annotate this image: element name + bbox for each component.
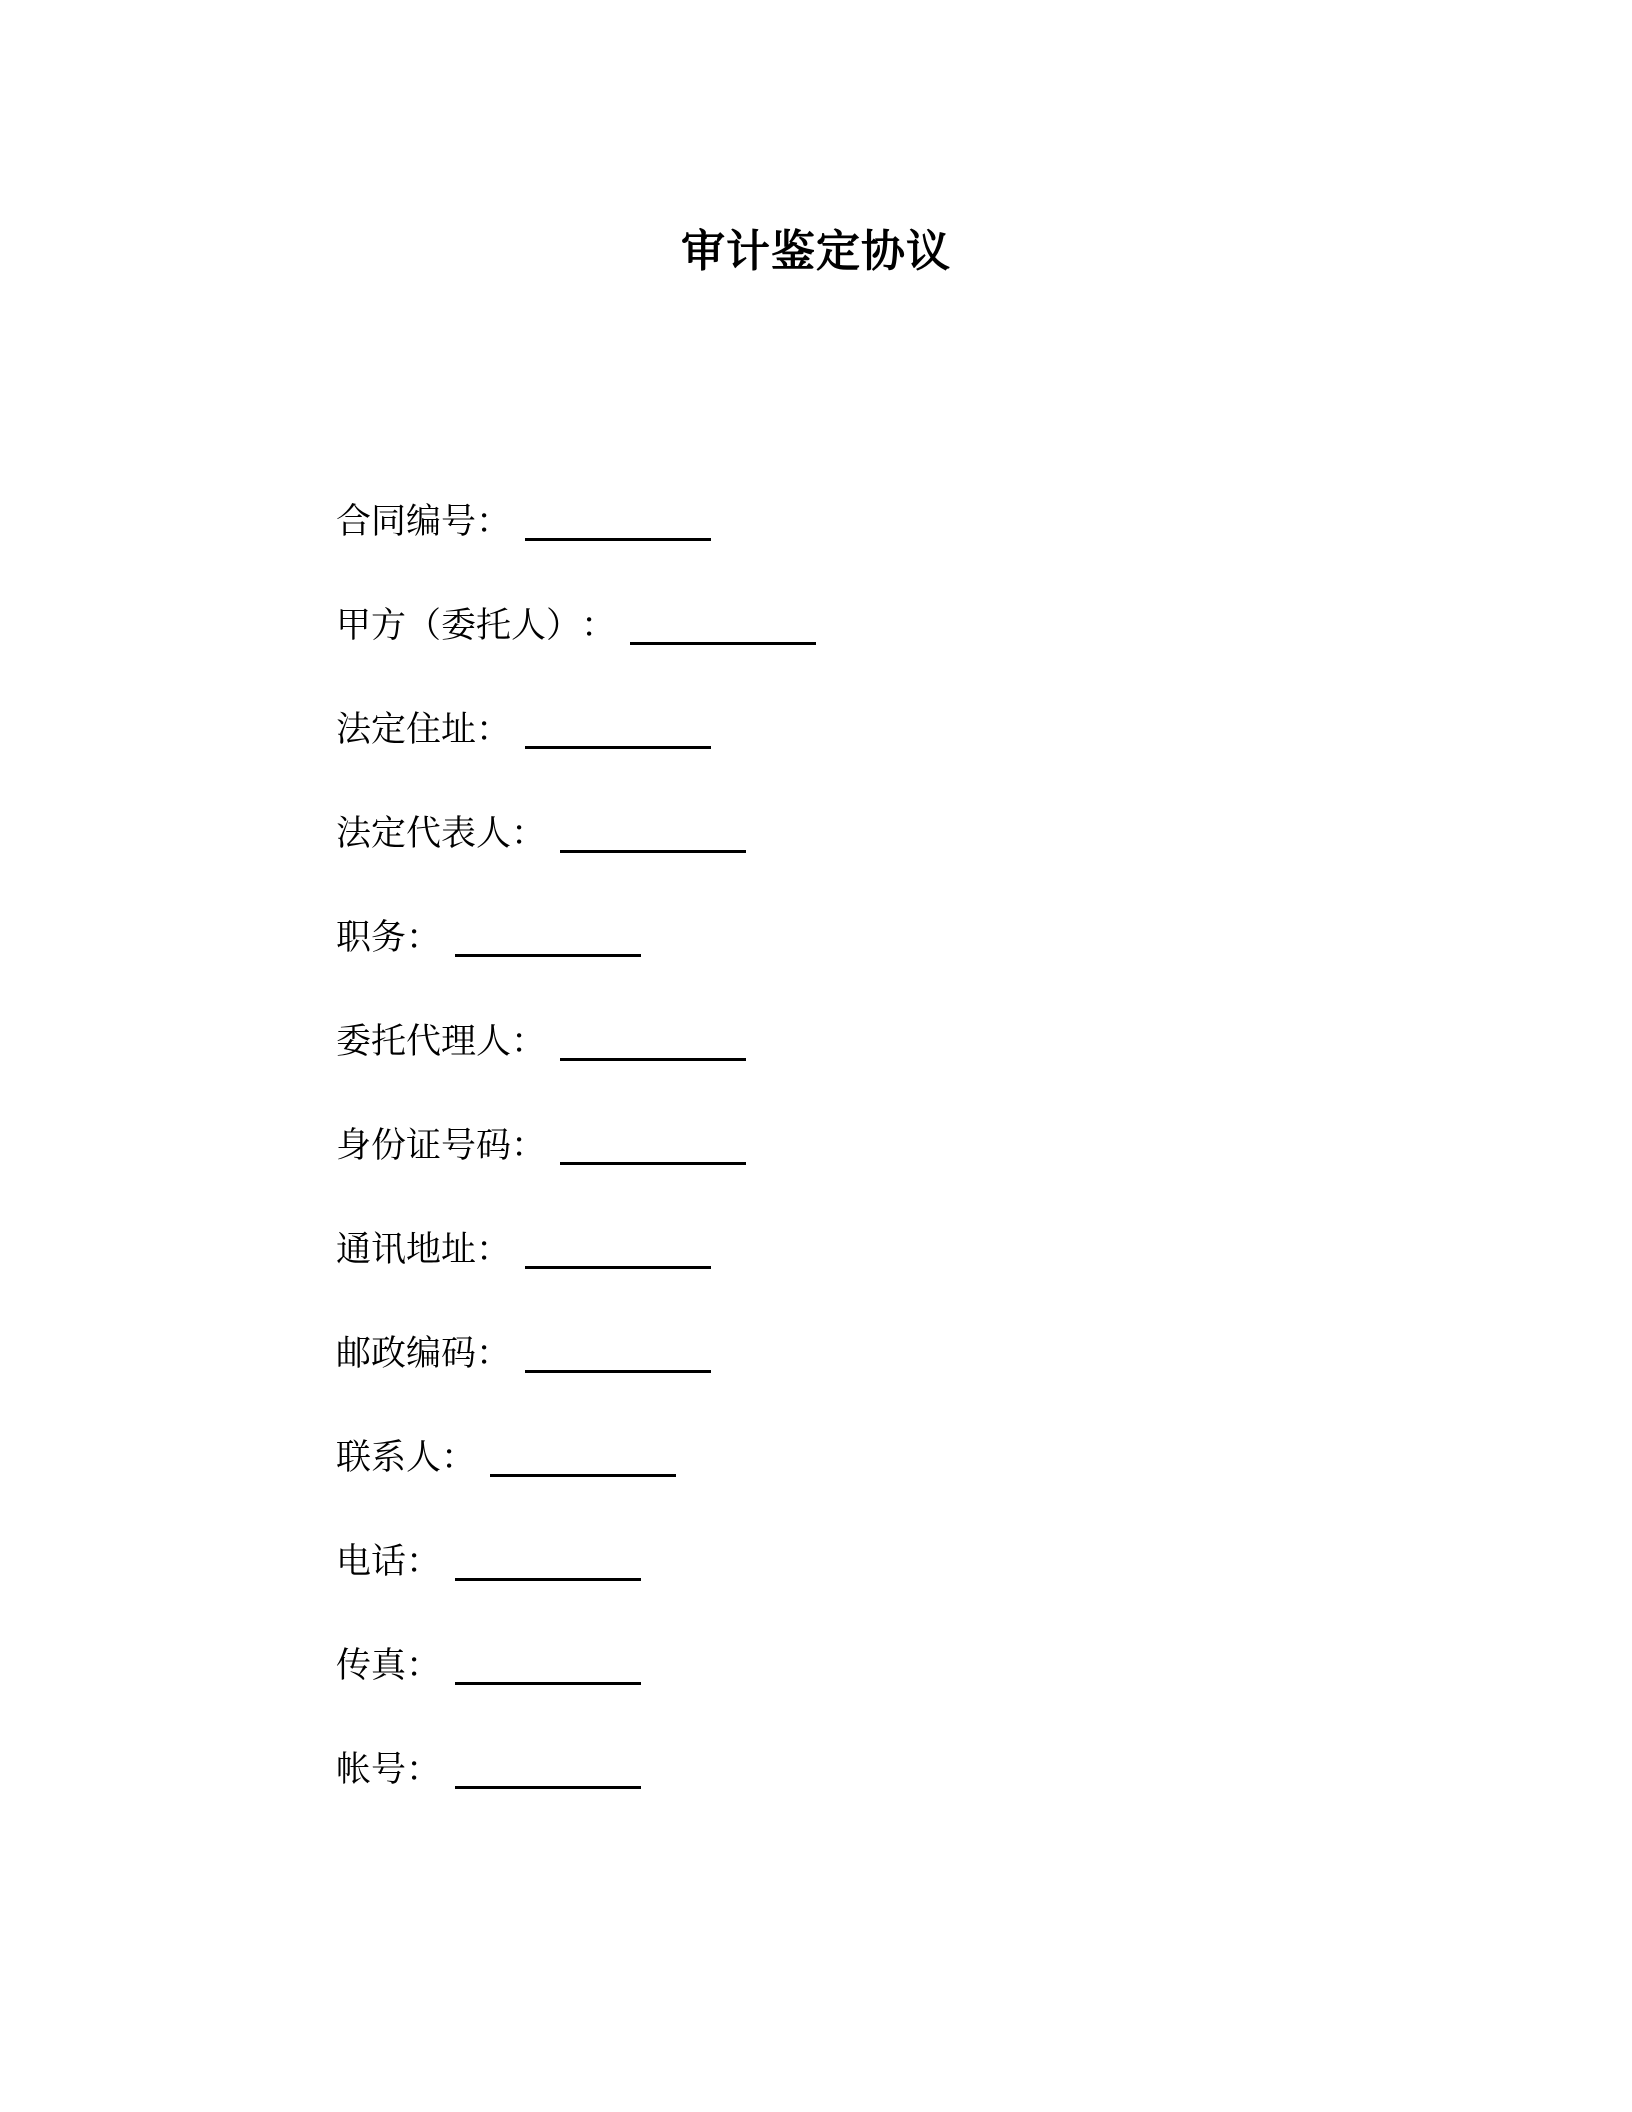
field-label: 合同编号 <box>336 502 477 542</box>
fill-in-blank[interactable] <box>490 1426 676 1477</box>
field-mailing-address <box>336 1218 1336 1322</box>
field-colon: ： <box>406 1646 442 1686</box>
field-label: 通讯地址 <box>336 1230 477 1270</box>
fill-in-blank[interactable] <box>455 1738 641 1789</box>
field-colon: ： <box>581 606 617 646</box>
field-label: 法定住址 <box>336 710 477 750</box>
fill-in-blank[interactable] <box>455 906 641 957</box>
field-colon: ： <box>476 1334 512 1374</box>
field-list <box>336 490 1336 1842</box>
field-colon: ： <box>406 1542 442 1582</box>
fill-in-blank[interactable] <box>525 1322 711 1373</box>
field-label: 身份证号码 <box>336 1126 512 1166</box>
fill-in-blank[interactable] <box>525 698 711 749</box>
field-label: 甲方（委托人） <box>336 606 582 646</box>
fill-in-blank[interactable] <box>560 1010 746 1061</box>
field-colon: ： <box>406 918 442 958</box>
field-position <box>336 906 1336 1010</box>
fill-in-blank[interactable] <box>525 1218 711 1269</box>
fill-in-blank[interactable] <box>455 1634 641 1685</box>
field-account-number <box>336 1738 1336 1842</box>
field-label: 传真 <box>336 1646 407 1686</box>
field-label: 联系人 <box>336 1438 442 1478</box>
field-colon: ： <box>406 1750 442 1790</box>
field-label: 法定代表人 <box>336 814 512 854</box>
field-postal-code <box>336 1322 1336 1426</box>
field-contract-number <box>336 490 1336 594</box>
field-colon: ： <box>511 814 547 854</box>
field-label: 职务 <box>336 918 407 958</box>
field-label: 电话 <box>336 1542 407 1582</box>
field-label: 邮政编码 <box>336 1334 477 1374</box>
field-legal-address <box>336 698 1336 802</box>
field-party-a <box>336 594 1336 698</box>
field-legal-representative <box>336 802 1336 906</box>
fill-in-blank[interactable] <box>455 1530 641 1581</box>
field-colon: ： <box>511 1022 547 1062</box>
fill-in-blank[interactable] <box>560 1114 746 1165</box>
field-colon: ： <box>441 1438 477 1478</box>
field-contact-person <box>336 1426 1336 1530</box>
document-title: 审计鉴定协议 <box>681 226 951 277</box>
field-colon: ： <box>476 710 512 750</box>
field-telephone <box>336 1530 1336 1634</box>
field-label: 委托代理人 <box>336 1022 512 1062</box>
field-id-number <box>336 1114 1336 1218</box>
fill-in-blank[interactable] <box>525 490 711 541</box>
field-authorized-agent <box>336 1010 1336 1114</box>
field-colon: ： <box>511 1126 547 1166</box>
fill-in-blank[interactable] <box>630 594 816 645</box>
field-label: 帐号 <box>336 1750 407 1790</box>
field-colon: ： <box>476 502 512 542</box>
field-fax <box>336 1634 1336 1738</box>
fill-in-blank[interactable] <box>560 802 746 853</box>
field-colon: ： <box>476 1230 512 1270</box>
